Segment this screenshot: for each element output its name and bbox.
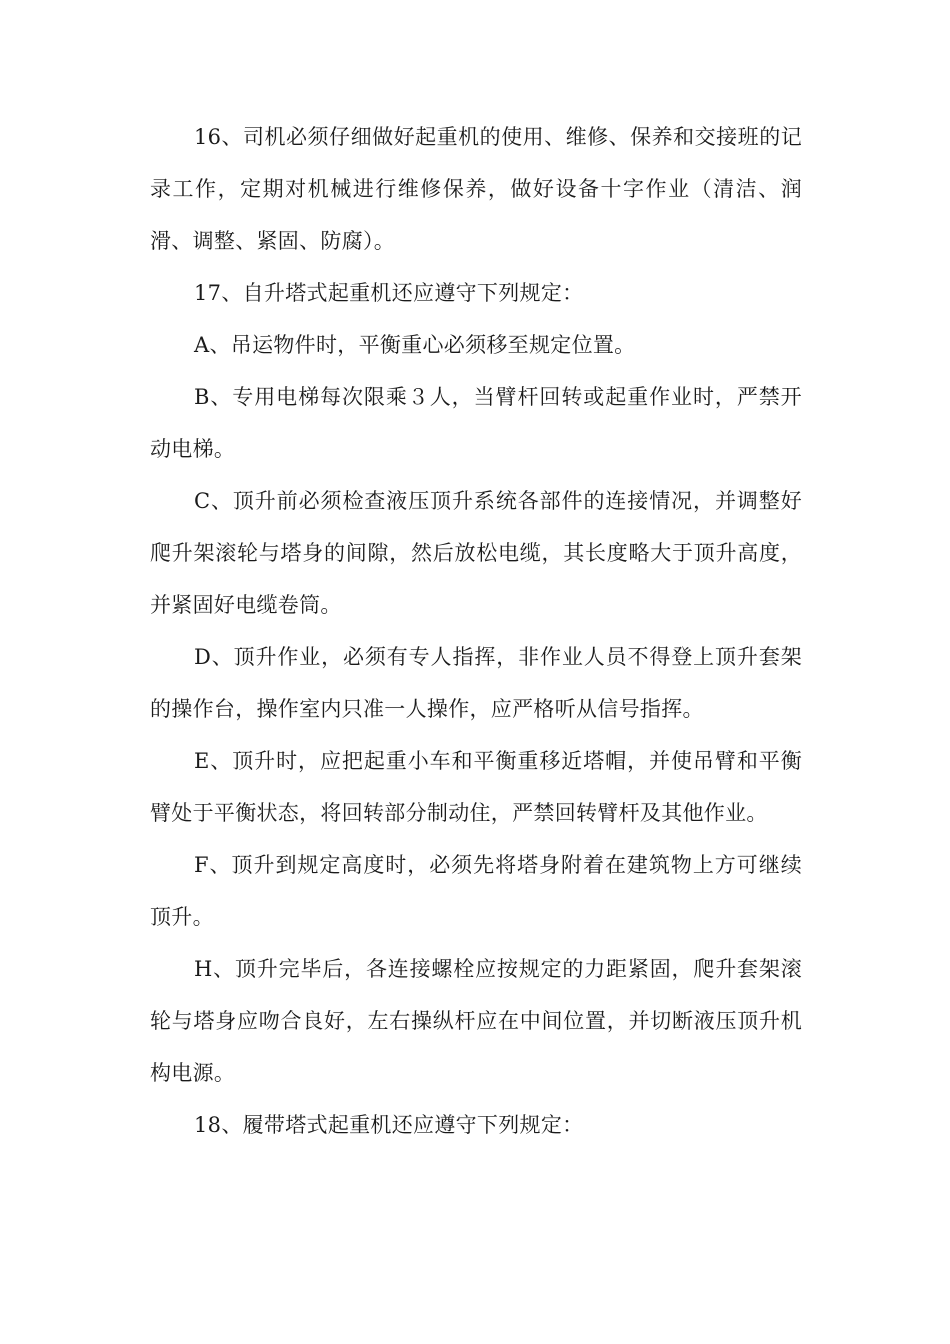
- paragraph-17-h: H、顶升完毕后，各连接螺栓应按规定的力距紧固，爬升套架滚轮与塔身应吻合良好，左右操纵杆应在中间位置，并切断液压顶升机构电源。: [150, 957, 802, 1085]
- paragraph-18-heading: 18、履带塔式起重机还应遵守下列规定：: [194, 1113, 584, 1137]
- paragraph-17-c: C、顶升前必须检查液压顶升系统各部件的连接情况，并调整好爬升架滚轮与塔身的间隙，然后放松电缆，其长度略大于顶升高度，并紧固好电缆卷筒。: [150, 489, 802, 617]
- paragraph-17-f: F、顶升到规定高度时，必须先将塔身附着在建筑物上方可继续顶升。: [150, 853, 802, 929]
- paragraph-17-e: E、顶升时，应把起重小车和平衡重移近塔帽，并使吊臂和平衡臂处于平衡状态，将回转部分制动住，严禁回转臂杆及其他作业。: [150, 749, 802, 825]
- paragraph-17-heading: 17、自升塔式起重机还应遵守下列规定：: [194, 281, 584, 305]
- document-body: [150, 111, 802, 1151]
- paragraph-17-a: A、吊运物件时，平衡重心必须移至规定位置。: [194, 333, 636, 357]
- paragraph-16-maintenance-records: 16、司机必须仔细做好起重机的使用、维修、保养和交接班的记录工作，定期对机械进行维修保养，做好设备十字作业（清洁、润滑、调整、紧固、防腐）。: [150, 125, 802, 253]
- paragraph-17-d: D、顶升作业，必须有专人指挥，非作业人员不得登上顶升套架的操作台，操作室内只准一人操作，应严格听从信号指挥。: [150, 645, 802, 721]
- paragraph-17-b: B、专用电梯每次限乘３人，当臂杆回转或起重作业时，严禁开动电梯。: [150, 385, 802, 461]
